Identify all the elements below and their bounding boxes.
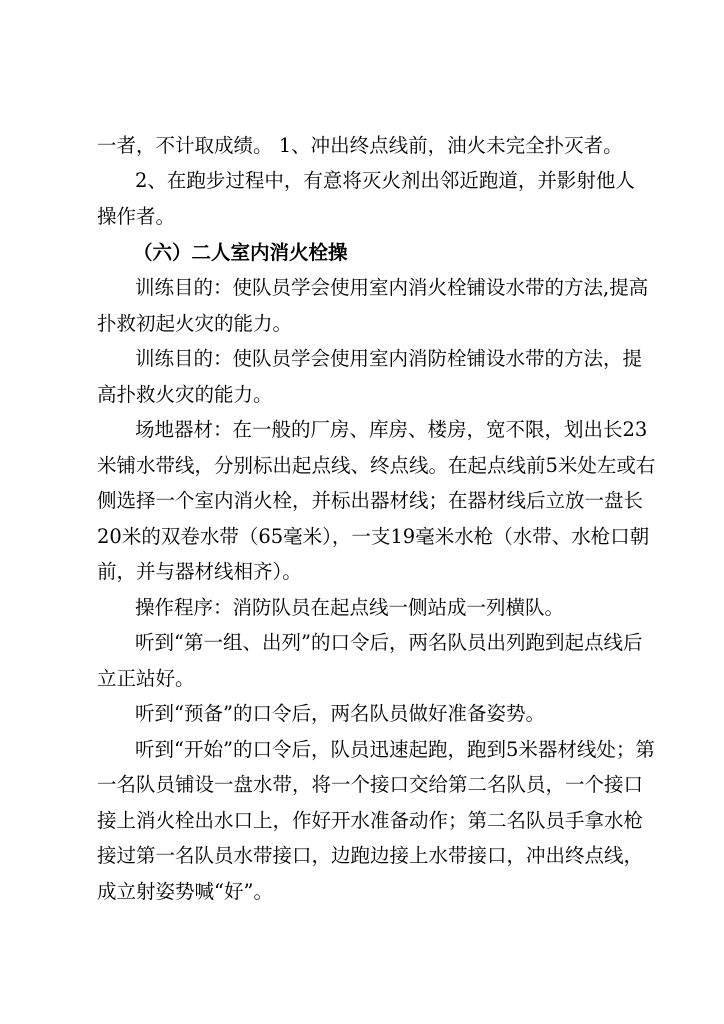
text-line: 听到“开始”的口令后，队员迅速起跑，跑到5米器材线处；第 bbox=[135, 738, 655, 761]
text-line: 侧选择一个室内消火栓，并标出器材线；在器材线后立放一盘长 bbox=[97, 489, 644, 512]
text-line: 操作者。 bbox=[97, 205, 176, 228]
text-line: 训练目的：使队员学会使用室内消防栓铺设水带的方法，提 bbox=[135, 347, 643, 370]
text-line: 高扑救火灾的能力。 bbox=[97, 383, 273, 406]
text-line: 操作程序：消防队员在起点线一侧站成一列横队。 bbox=[135, 596, 565, 619]
text-line: 训练目的：使队员学会使用室内消火栓铺设水带的方法,提高 bbox=[135, 276, 649, 299]
text-line: 一名队员铺设一盘水带，将一个接口交给第二名队员，一个接口 bbox=[97, 773, 644, 796]
section-heading: （六）二人室内消火栓操 bbox=[133, 241, 348, 264]
text-line: 20米的双卷水带（65毫米），一支19毫米水枪（水带、水枪口朝 bbox=[97, 525, 650, 548]
text-line: 米铺水带线，分别标出起点线、终点线。在起点线前5米处左或右 bbox=[97, 454, 656, 477]
text-line: 一者，不计取成绩。 1、冲出终点线前，油火未完全扑灭者。 bbox=[97, 134, 623, 157]
text-line: 成立射姿势喊“好”。 bbox=[97, 880, 273, 903]
text-line: 前，并与器材线相齐）。 bbox=[97, 560, 302, 583]
text-line: 立正站好。 bbox=[97, 667, 195, 690]
text-line: 听到“第一组、出列”的口令后，两名队员出列跑到起点线后 bbox=[135, 631, 643, 654]
text-line: 接上消火栓出水口上，作好开水准备动作；第二名队员手拿水枪 bbox=[97, 809, 644, 832]
text-line: 2、在跑步过程中，有意将灭火剂出邻近跑道，并影射他人 bbox=[135, 169, 635, 192]
text-line: 场地器材：在一般的厂房、库房、楼房，宽不限，划出长23 bbox=[135, 418, 648, 441]
text-line: 接过第一名队员水带接口，边跑边接上水带接口，冲出终点线， bbox=[97, 844, 644, 867]
text-line: 听到“预备”的口令后，两名队员做好准备姿势。 bbox=[135, 702, 545, 725]
text-line: 扑救初起火灾的能力。 bbox=[97, 312, 293, 335]
